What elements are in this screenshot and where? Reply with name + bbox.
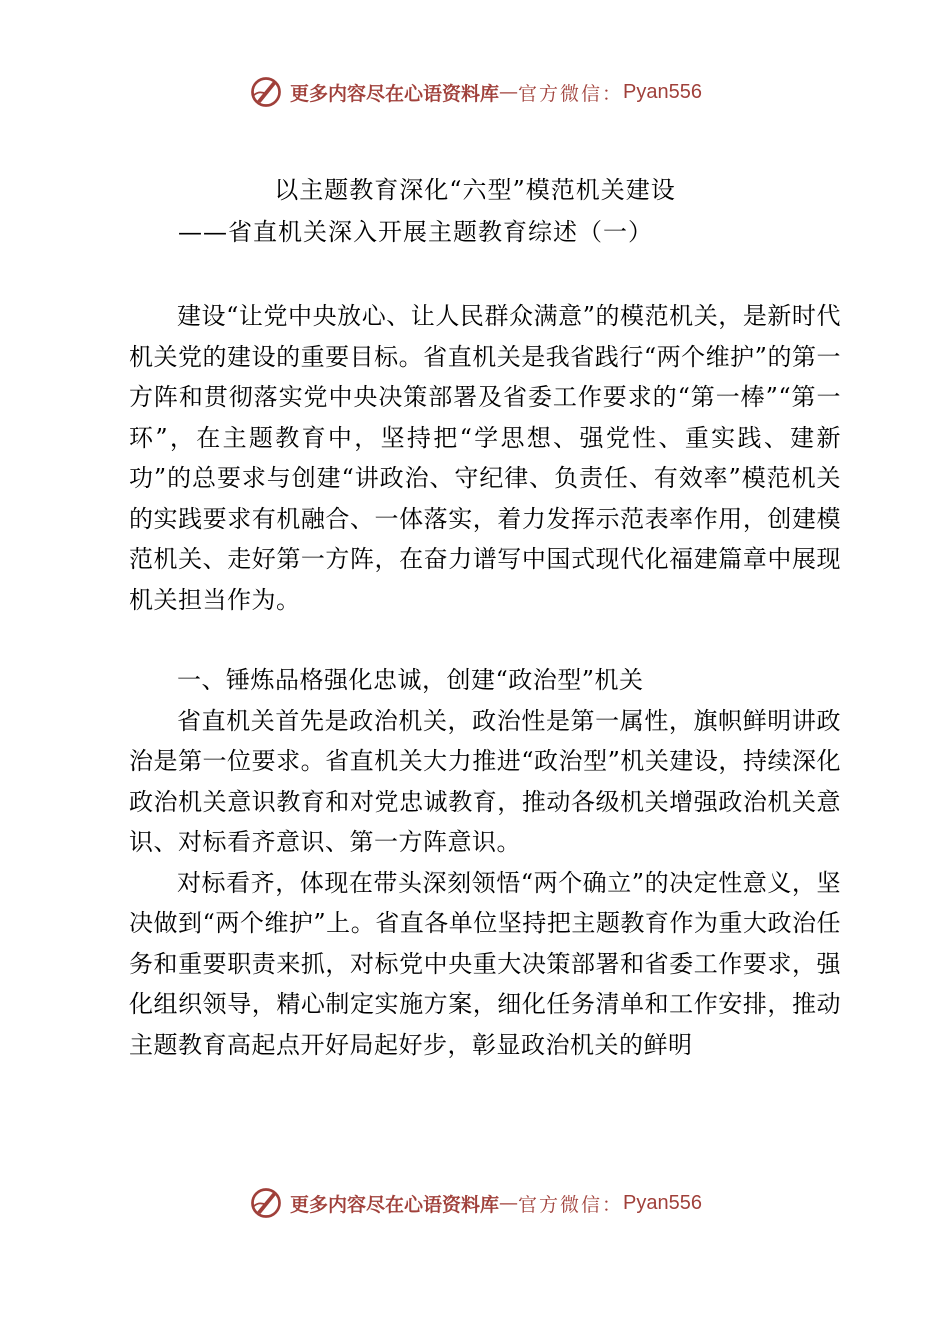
watermark-dash: — <box>499 81 519 103</box>
watermark-official: 官方微信： <box>518 1193 624 1216</box>
quill-logo-icon <box>248 74 284 110</box>
watermark-wechat-id: Pyan556 <box>623 80 702 103</box>
intro-section <box>129 296 841 620</box>
document-title: 以主题教育深化“六型”模范机关建设 <box>274 176 676 204</box>
section-one-paragraph-1: 省直机关首先是政治机关，政治性是第一属性，旗帜鲜明讲政治是第一位要求。省直机关大力推进“政治型”机关建设，持续深化政治机关意识教育和对党忠诚教育，推动各级机关增强政治机关意识、对标看齐意识、第一方阵意识。 <box>129 706 841 856</box>
footer-watermark <box>0 1183 950 1223</box>
watermark-official: 官方微信： <box>518 82 624 105</box>
quill-logo-icon <box>248 1185 284 1221</box>
intro-paragraph: 建设“让党中央放心、让人民群众满意”的模范机关，是新时代机关党的建设的重要目标。省直机关是我省践行“两个维护”的第一方阵和贯彻落实党中央决策部署及省委工作要求的“第一棒”“第一环”，在主题教育中，坚持把“学思想、强党性、重实践、建新功”的总要求与创建“讲政治、守纪律、负责任、有效率”模范机关的实践要求有机融合、一体落实，着力发挥示范表率作用，创建模范机关、走好第一方阵，在奋力谱写中国式现代化福建篇章中展现机关担当作为。 <box>129 302 841 614</box>
watermark-wechat-id: Pyan556 <box>623 1191 702 1214</box>
section-one-heading: 一、锤炼品格强化忠诚，创建“政治型”机关 <box>177 666 644 694</box>
section-one-paragraph-2: 对标看齐，体现在带头深刻领悟“两个确立”的决定性意义，坚决做到“两个维护”上。省直各单位坚持把主题教育作为重大政治任务和重要职责来抓，对标党中央重大决策部署和省委工作要求，强化组织领导，精心制定实施方案，细化任务清单和工作安排，推动主题教育高起点开好局起好步，彰显政治机关的鲜明 <box>129 868 841 1059</box>
header-watermark <box>0 72 950 112</box>
section-one <box>129 660 841 1065</box>
watermark-dash: — <box>499 1192 519 1214</box>
watermark-brand: 更多内容尽在心语资料库 <box>290 1193 500 1216</box>
document-subtitle: ——省直机关深入开展主题教育综述（一） <box>178 218 653 246</box>
watermark-brand: 更多内容尽在心语资料库 <box>290 82 500 105</box>
